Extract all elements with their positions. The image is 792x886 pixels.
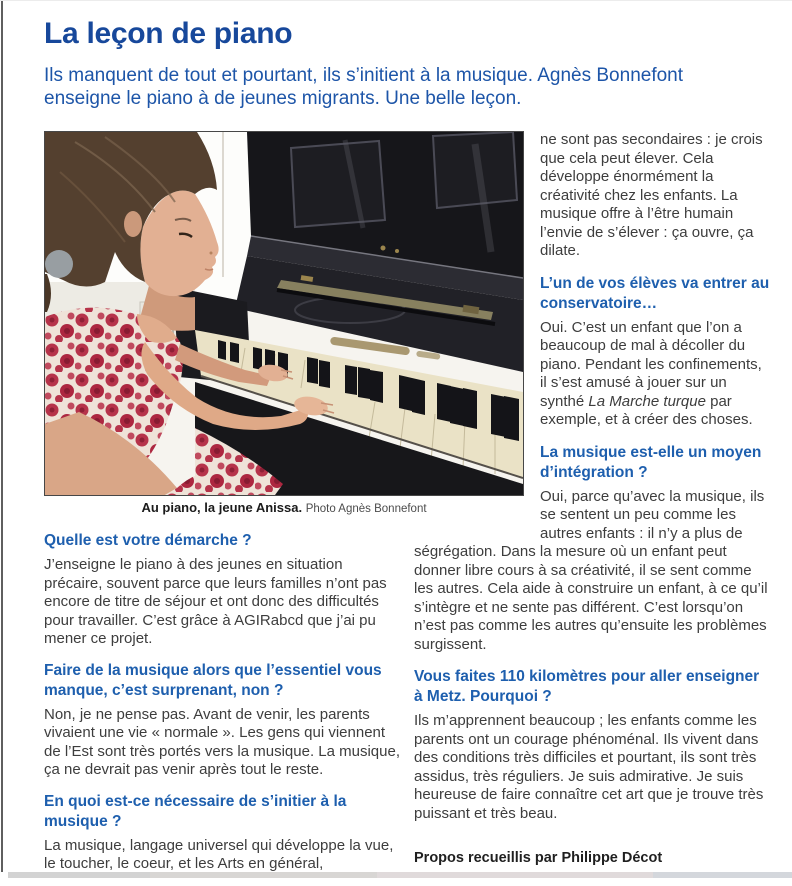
- answer-text: par exemple, et à créer des choses.: [540, 392, 753, 428]
- byline: Propos recueillis par Philippe Décot: [414, 850, 663, 866]
- question-heading-initier: En quoi est-ce nécessaire de s’initier à la musique ?: [44, 792, 347, 830]
- article-body: [44, 131, 770, 872]
- question-heading-metz: Vous faites 110 kilomètres pour aller enseigner à Metz. Pourquoi ?: [414, 668, 760, 705]
- answer-text: Oui. C’est un enfant que l’on a beaucoup de mal à décoller du piano. Pendant les confinements, il s’est amusé à jouer sur un synthé: [540, 318, 762, 410]
- article-lede: Ils manquent de tout et pourtant, ils s’initient à la musique. Agnès Bonnefont enseigne le piano à de jeunes migrants. Une belle leçon.: [44, 65, 684, 109]
- photo-block: [44, 131, 524, 517]
- answer-paragraph: La musique, langage universel qui développe la vue, le toucher, le coeur, et les Arts en général,: [44, 836, 394, 872]
- left-column: [44, 531, 400, 886]
- answer-paragraph: J’enseigne le piano à des jeunes en situation précaire, souvent parce que leurs familles n’ont pas encore de titre de séjour et ont donc des difficultés pour travailler. C’est grâce à AGIRabcd que j’ai pu mener ce projet.: [44, 556, 387, 647]
- photo-credit: Photo Agnès Bonnefont: [305, 503, 427, 515]
- continuation-paragraph: ne sont pas secondaires : je crois que cela peut élever. Cela développe énormément la créativité chez les enfants. La musique offre à l’être humain l’envie de s’élever : ça ouvre, ça dilate.: [540, 131, 763, 259]
- answer-paragraph: Non, je ne pense pas. Avant de venir, les parents vivaient une vie « normale ». Les gens qui viennent de l’Est sont très portés vers la musique. La musique, ça ne devrait pas venir après tout le reste.: [44, 705, 401, 778]
- article-photo-illustration: [44, 131, 524, 496]
- answer-paragraph: Oui, parce qu’avec la musique, ils se sentent un peu comme les autres enfants : il n’y a plus de ségrégation. Dans la mesure où un enfant peut donner libre cours à sa créativité, il se sent comme les autres. Cela aide à construire un enfant, à ce qu’il s’intègre et ne sente pas différent. C’est lorsqu’on n’est pas comme les autres qu’ensuite les problèmes surgissent.: [414, 487, 768, 653]
- question-heading-conservatoire: L’un de vos élèves va entrer au conservatoire…: [540, 274, 770, 312]
- work-title-italic: La Marche turque: [588, 392, 706, 410]
- page-left-edge: [1, 1, 3, 872]
- photo-caption-text: Au piano, la jeune Anissa.: [141, 500, 303, 515]
- piano-scene-illustration: [45, 132, 523, 495]
- page-title: La leçon de piano: [44, 17, 293, 50]
- next-page-edge-strip: [0, 872, 792, 878]
- hair-scrunchie: [45, 250, 73, 278]
- question-heading-integration: La musique est-elle un moyen d’intégration ?: [540, 443, 762, 481]
- answer-paragraph: Ils m’apprennent beaucoup ; les enfants comme les parents ont un courage phénoménal. Ils vivent dans des conditions très difficiles et pourtant, ils sont très assidus, très réguliers. Je suis admirative. Je suis heureuse de faire connaître cet art que je trouve très puissant et très beau.: [414, 712, 764, 822]
- question-heading-essentiel: Faire de la musique alors que l’essentiel vous manque, c’est surprenant, non ?: [44, 661, 382, 699]
- question-heading-demarche: Quelle est votre démarche ?: [44, 532, 252, 549]
- photo-caption: [44, 500, 524, 517]
